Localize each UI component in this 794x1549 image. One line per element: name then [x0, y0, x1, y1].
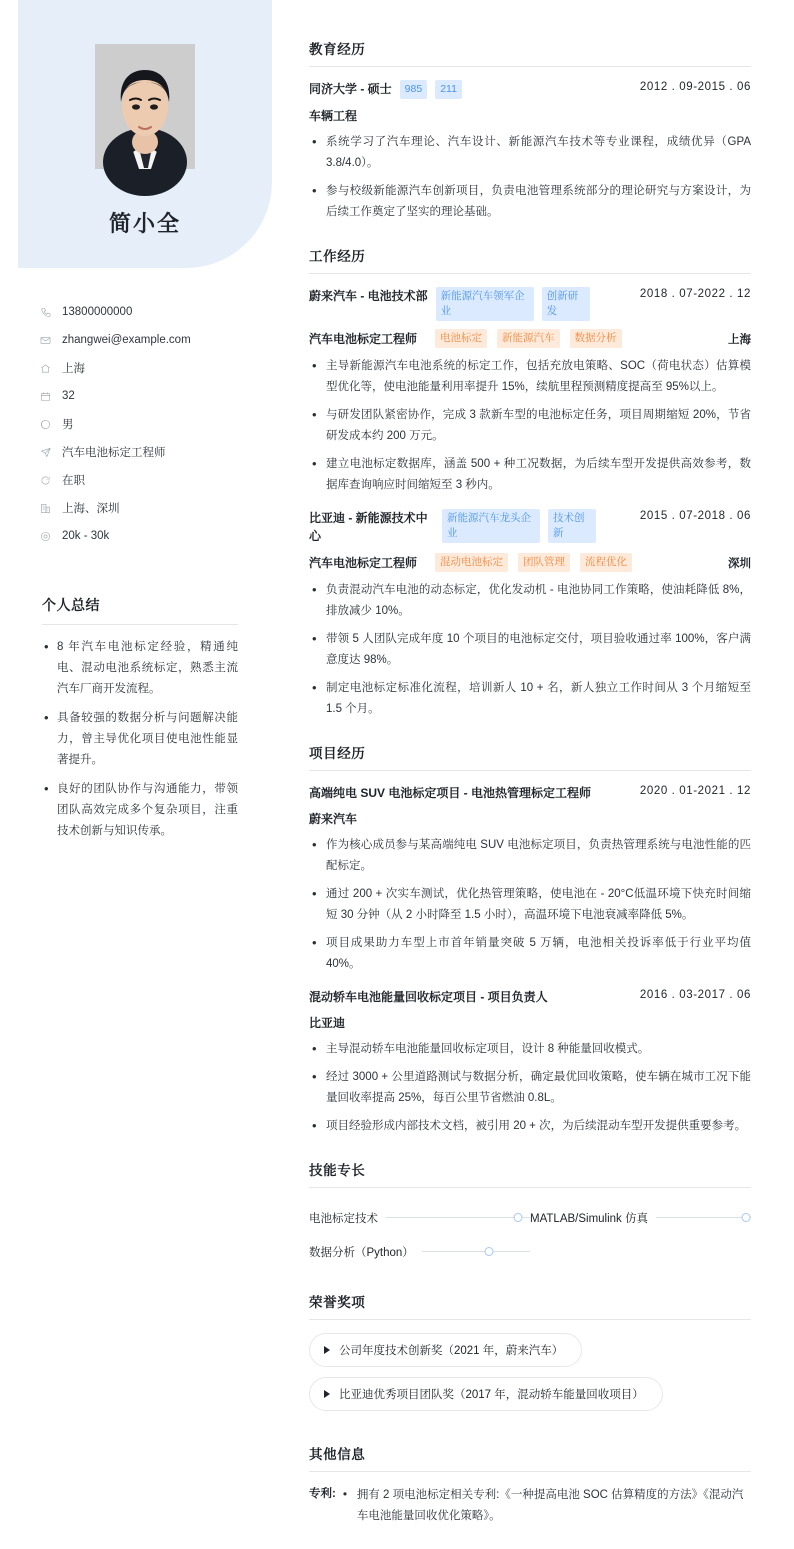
awards-section — [309, 1291, 751, 1421]
bullet: • 项目成果助力车型上市首年销量突破 5 万辆，电池相关投诉率低于行业平均值 40%。 — [309, 933, 751, 975]
project-date: 2016 . 03-2017 . 06 — [639, 989, 751, 1001]
contact-value: 上海 — [62, 363, 85, 375]
project-entry — [309, 784, 751, 975]
slider-knob[interactable] — [742, 1213, 751, 1222]
projects-section — [309, 742, 751, 1137]
section-title-skills: 技能专长 — [309, 1159, 751, 1188]
work-role: 汽车电池标定工程师 — [309, 556, 418, 570]
other-info-key: 专利: — [309, 1488, 336, 1500]
expand-triangle-icon[interactable] — [324, 1346, 330, 1354]
skill-label: 电池标定技术 — [309, 1213, 378, 1225]
education-date: 2012 . 09-2015 . 06 — [639, 81, 751, 93]
company-tag: 新能源汽车领军企业 — [436, 287, 534, 321]
bullet: • 带领 5 人团队完成年度 10 个项目的电池标定交付，项目验收通过率 100%，客户满意度达 98%。 — [309, 629, 751, 671]
other-info-value: • 拥有 2 项电池标定相关专利:《一种提高电池 SOC 估算精度的方法》《混动汽车电池能量回收优化策略》。 — [342, 1485, 751, 1527]
contact-item-status — [40, 466, 270, 494]
slider-track — [422, 1251, 530, 1252]
bullet: • 项目经验形成内部技术文档，被引用 20 + 次，为后续混动车型开发提供重要参考。 — [309, 1116, 751, 1137]
summary-item: • 具备较强的数据分析与问题解决能力，曾主导优化项目使电池性能显著提升。 — [42, 708, 238, 771]
contact-item-phone — [40, 298, 270, 326]
section-title-work: 工作经历 — [309, 245, 751, 274]
company-tag: 创新研发 — [542, 287, 590, 321]
bullet: • 经过 3000 + 公里道路测试与数据分析，确定最优回收策略，使车辆在城市工况下能量回收率提高 25%，每百公里节省燃油 0.8L。 — [309, 1067, 751, 1109]
bullet: • 负责混动汽车电池的动态标定，优化发动机 - 电池协同工作策略，使油耗降低 8%，排放减少 10%。 — [309, 580, 751, 622]
award-item[interactable] — [309, 1377, 663, 1411]
work-role: 汽车电池标定工程师 — [309, 332, 418, 346]
work-company: 比亚迪 - 新能源技术中心 — [309, 511, 428, 543]
work-company: 蔚来汽车 - 电池技术部 — [309, 289, 428, 303]
bullet: • 通过 200 + 次实车测试，优化热管理策略，使电池在 - 20°C低温环境下快充时间缩短 30 分钟（从 2 小时降至 1.5 小时），高温环境下电池衰减率降低 5%。 — [309, 884, 751, 926]
contact-value: zhangwei@example.com — [62, 334, 191, 346]
work-location: 上海 — [728, 333, 751, 346]
contact-item-locations — [40, 494, 270, 522]
skill-label: MATLAB/Simulink 仿真 — [530, 1213, 649, 1225]
mail-icon — [40, 335, 58, 346]
main-content — [309, 38, 751, 1549]
skills-section — [309, 1159, 751, 1269]
summary-item: • 8 年汽车电池标定经验，精通纯电、混动电池系统标定，熟悉主流汽车厂商开发流程。 — [42, 637, 238, 700]
section-title-education: 教育经历 — [309, 38, 751, 67]
avatar — [95, 44, 195, 169]
education-tag: 985 — [400, 80, 428, 99]
contact-value: 汽车电池标定工程师 — [62, 447, 166, 459]
contact-value: 男 — [62, 419, 74, 431]
role-tag: 电池标定 — [435, 329, 487, 348]
home-icon — [40, 363, 58, 374]
summary-list — [42, 637, 238, 842]
role-tag-list — [435, 329, 720, 348]
gender-icon — [40, 419, 58, 430]
contact-value: 13800000000 — [62, 306, 133, 318]
award-label: 公司年度技术创新奖（2021 年，蔚来汽车） — [339, 1345, 564, 1357]
contact-value: 在职 — [62, 475, 85, 487]
project-bullets — [309, 835, 751, 975]
profile-hero-panel — [18, 0, 272, 268]
slider-knob[interactable] — [514, 1213, 523, 1222]
company-tag: 新能源汽车龙头企业 — [442, 509, 540, 543]
award-item[interactable] — [309, 1333, 582, 1367]
send-icon — [40, 447, 58, 458]
role-tag: 新能源汽车 — [497, 329, 560, 348]
project-org: 蔚来汽车 — [309, 812, 358, 826]
contact-list — [40, 298, 270, 550]
award-list — [309, 1333, 751, 1421]
contact-value: 上海、深圳 — [62, 503, 120, 515]
other-info-row — [309, 1485, 751, 1527]
bullet: • 主导新能源汽车电池系统的标定工作，包括充放电策略、SOC（荷电状态）估算模型优化等，使电池能量利用率提升 15%，续航里程预测精度提高至 95%以上。 — [309, 356, 751, 398]
bullet: • 参与校级新能源汽车创新项目，负责电池管理系统部分的理论研究与方案设计，为后续工作奠定了坚实的理论基础。 — [309, 181, 751, 223]
other-info-section — [309, 1443, 751, 1527]
bullet: • 制定电池标定标准化流程，培训新人 10 + 名，新人独立工作时间从 3 个月缩短至 1.5 个月。 — [309, 678, 751, 720]
summary-item: • 良好的团队协作与沟通能力，带领团队高效完成多个复杂项目，注重技术创新与知识传承。 — [42, 779, 238, 842]
bullet: • 作为核心成员参与某高端纯电 SUV 电池标定项目，负责热管理系统与电池性能的匹配标定。 — [309, 835, 751, 877]
role-tag: 混动电池标定 — [435, 553, 508, 572]
contact-item-salary — [40, 522, 270, 550]
summary-title: 个人总结 — [42, 595, 238, 625]
sidebar — [0, 0, 290, 850]
slider-knob[interactable] — [484, 1247, 493, 1256]
work-bullets — [309, 356, 751, 496]
building-icon — [40, 503, 58, 514]
contact-item-position — [40, 438, 270, 466]
contact-item-gender — [40, 410, 270, 438]
bullet: • 建立电池标定数据库，涵盖 500 + 种工况数据，为后续车型开发提供高效参考，数据库查询响应时间缩短至 3 秒内。 — [309, 454, 751, 496]
bullet: • 系统学习了汽车理论、汽车设计、新能源汽车技术等专业课程，成绩优异（GPA 3.8/4.0）。 — [309, 132, 751, 174]
project-name: 高端纯电 SUV 电池标定项目 - 电池热管理标定工程师 — [309, 786, 592, 800]
project-org: 比亚迪 — [309, 1016, 346, 1030]
work-date: 2018 . 07-2022 . 12 — [639, 288, 751, 300]
section-title-awards: 荣誉奖项 — [309, 1291, 751, 1320]
role-tag: 数据分析 — [570, 329, 622, 348]
section-title-other: 其他信息 — [309, 1443, 751, 1472]
expand-triangle-icon[interactable] — [324, 1390, 330, 1398]
section-title-projects: 项目经历 — [309, 742, 751, 771]
bullet: • 与研发团队紧密协作，完成 3 款新车型的电池标定任务，项目周期缩短 20%，节省研发成本约 200 万元。 — [309, 405, 751, 447]
education-section — [309, 38, 751, 223]
project-date: 2020 . 01-2021 . 12 — [639, 785, 751, 797]
education-bullets — [309, 132, 751, 223]
work-location: 深圳 — [728, 557, 751, 570]
contact-value: 32 — [62, 390, 75, 402]
education-tag: 211 — [435, 80, 462, 99]
project-bullets — [309, 1039, 751, 1137]
phone-icon — [40, 307, 58, 318]
role-tag: 流程优化 — [580, 553, 632, 572]
contact-item-age — [40, 382, 270, 410]
education-school: 同济大学 - 硕士 — [309, 82, 392, 96]
skill-level-slider[interactable] — [422, 1245, 530, 1259]
skill-item — [309, 1201, 530, 1235]
target-icon — [40, 531, 58, 542]
contact-item-email — [40, 326, 270, 354]
education-major: 车辆工程 — [309, 109, 358, 123]
profile-name: 简小全 — [108, 211, 181, 236]
contact-value: 20k - 30k — [62, 530, 110, 542]
slider-track — [386, 1217, 530, 1218]
education-entry — [309, 80, 751, 223]
skill-item — [530, 1201, 751, 1235]
work-entry — [309, 287, 751, 496]
work-entry — [309, 509, 751, 720]
award-label: 比亚迪优秀项目团队奖（2017 年，混动轿车能量回收项目） — [339, 1389, 644, 1401]
skill-label: 数据分析（Python） — [309, 1247, 414, 1259]
work-bullets — [309, 580, 751, 720]
summary-section — [42, 595, 238, 842]
role-tag-list — [435, 553, 720, 572]
skills-grid — [309, 1201, 751, 1269]
bullet: • 主导混动轿车电池能量回收标定项目，设计 8 种能量回收模式。 — [309, 1039, 751, 1060]
calendar-icon — [40, 391, 58, 402]
project-name: 混动轿车电池能量回收标定项目 - 项目负责人 — [309, 990, 548, 1004]
work-section — [309, 245, 751, 720]
slider-track — [656, 1217, 751, 1218]
skill-item — [309, 1235, 530, 1269]
role-tag: 团队管理 — [518, 553, 570, 572]
company-tag: 技术创新 — [548, 509, 596, 543]
skill-level-slider[interactable] — [656, 1211, 751, 1225]
contact-item-city — [40, 354, 270, 382]
skill-level-slider[interactable] — [386, 1211, 530, 1225]
work-date: 2015 . 07-2018 . 06 — [639, 510, 751, 522]
refresh-icon — [40, 475, 58, 486]
project-entry — [309, 988, 751, 1137]
